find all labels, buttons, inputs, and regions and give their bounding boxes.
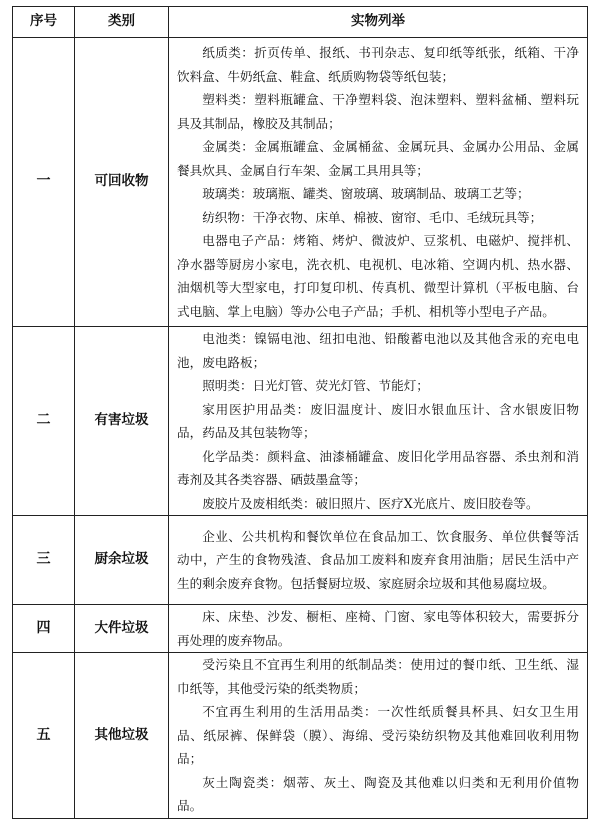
header-index: 序号	[13, 7, 75, 38]
header-examples: 实物列举	[169, 7, 588, 38]
example-item: 纺织物：干净衣物、床单、棉被、窗帘、毛巾、毛绒玩具等；	[202, 209, 543, 225]
row-category: 大件垃圾	[75, 605, 169, 653]
row-category: 其他垃圾	[75, 653, 169, 819]
example-item: 不宜再生利用的生活用品类：一次性纸质餐具杯具、妇女卫生用品、纸尿裤、保鲜袋（膜）、海绵、受污染纺织物及其他难回收利用物品；	[177, 704, 579, 766]
table-header-row	[13, 7, 588, 38]
header-category: 类别	[75, 7, 169, 38]
table-row	[13, 327, 588, 516]
row-category: 厨余垃圾	[75, 516, 169, 605]
row-category: 有害垃圾	[75, 327, 169, 516]
example-item: 玻璃类：玻璃瓶、罐类、窗玻璃、玻璃制品、玻璃工艺等；	[202, 186, 530, 201]
example-item: 照明类：日光灯管、荧光灯管、节能灯；	[202, 378, 429, 393]
row-index: 五	[13, 653, 75, 819]
example-item: 化学品类：颜料盒、油漆桶罐盒、废旧化学用品容器、杀虫剂和消毒剂及其各类容器、硒鼓墨盒等；	[177, 448, 579, 487]
table-row	[13, 605, 588, 653]
example-item: 灰土陶瓷类：烟蒂、灰土、陶瓷及其他难以归类和无利用价值物品。	[177, 774, 579, 813]
example-item: 塑料类：塑料瓶罐盒、干净塑料袋、泡沫塑料、塑料盆桶、塑料玩具及其制品，橡胶及其制品；	[177, 92, 579, 131]
table-row	[13, 653, 588, 819]
example-item: 企业、公共机构和餐饮单位在食品加工、饮食服务、单位供餐等活动中，产生的食物残渣、食品加工废料和废弃食用油脂；居民生活中产生的剩余废弃食物。包括餐厨垃圾、家庭厨余垃圾和其他易腐垃圾。	[177, 528, 579, 591]
example-item: 受污染且不宜再生利用的纸制品类：使用过的餐巾纸、卫生纸、湿巾纸等，其他受污染的纸类物质；	[177, 657, 579, 696]
example-item: 电器电子产品：烤箱、烤炉、微波炉、豆浆机、电磁炉、搅拌机、净水器等厨房小家电，洗衣机、电视机、电冰箱、空调内机、热水器、油烟机等大型家电，打印复印机、传真机、微型计算机（平板电脑、台式电脑、掌上电脑）等办公电子产品；手机、相机等小型电子产品。	[177, 233, 579, 319]
row-index: 一	[13, 38, 75, 327]
example-item: 纸质类：折页传单、报纸、书刊杂志、复印纸等纸张，纸箱、干净饮料盒、牛奶纸盒、鞋盒、纸质购物袋等纸包装；	[177, 45, 579, 84]
example-item: 床、床垫、沙发、橱柜、座椅、门窗、家电等体积较大，需要拆分再处理的废弃物品。	[177, 609, 579, 648]
row-index: 三	[13, 516, 75, 605]
waste-classification-table	[12, 6, 588, 819]
row-examples	[169, 516, 588, 605]
example-item: 家用医护用品类：废旧温度计、废旧水银血压计、含水银废旧物品，药品及其包装物等；	[177, 401, 579, 440]
example-item: 金属类：金属瓶罐盒、金属桶盆、金属玩具、金属办公用品、金属餐具炊具、金属自行车架、金属工具用具等；	[177, 139, 579, 178]
example-item: 电池类：镍镉电池、纽扣电池、铅酸蓄电池以及其他含汞的充电电池，废电路板；	[177, 331, 579, 370]
table-row	[13, 38, 588, 327]
table-row	[13, 516, 588, 605]
row-index: 四	[13, 605, 75, 653]
row-examples	[169, 327, 588, 516]
row-examples	[169, 38, 588, 327]
row-examples	[169, 653, 588, 819]
example-item: 废胶片及废相纸类：破旧照片、医疗X光底片、废旧胶卷等。	[202, 495, 539, 511]
row-index: 二	[13, 327, 75, 516]
row-category: 可回收物	[75, 38, 169, 327]
row-examples	[169, 605, 588, 653]
